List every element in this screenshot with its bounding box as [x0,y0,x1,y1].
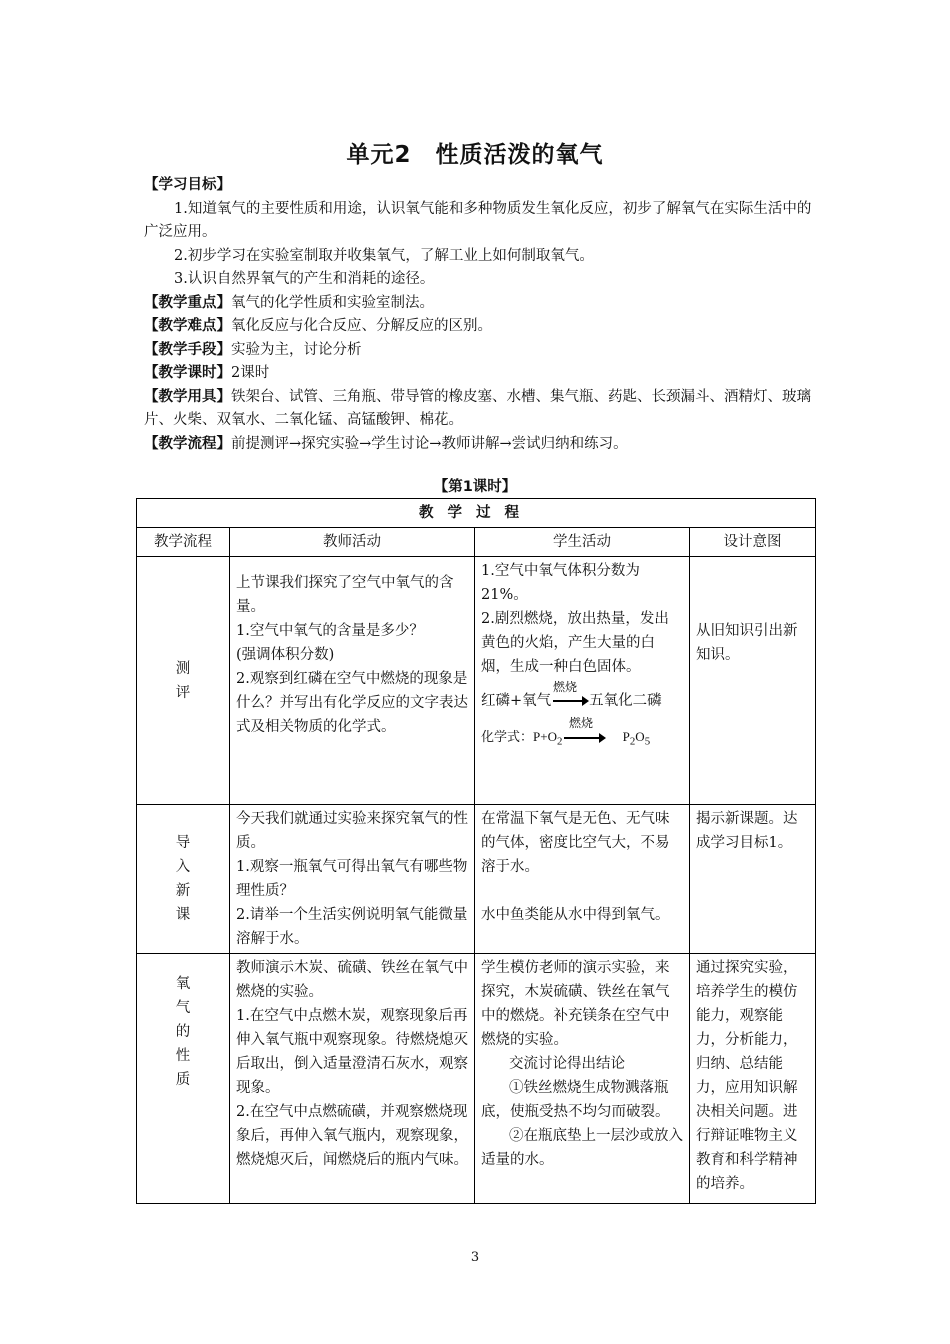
formula-product: P [622,729,630,744]
arrow-icon [564,737,604,739]
stage-char: 质 [175,1072,191,1088]
hours [144,362,814,386]
difficulty-text: 氧化反应与化合反应、分解反应的区别。 [231,318,492,334]
teacher-cell [230,954,475,1204]
formula-subscript: 2 [629,735,636,748]
stage-char: 性 [175,1048,191,1064]
stage-cell [137,805,230,954]
teacher-line: 今天我们就通过实验来探究氧气的性质。 [236,811,468,851]
key-point-text: 氧气的化学性质和实验室制法。 [231,294,434,311]
table-banner: 教学过程 [137,499,816,528]
header-intent: 设计意图 [690,528,816,557]
student-line: ②在瓶底垫上一层沙或放入适量的水。 [481,1128,683,1168]
student-cell [475,954,690,1204]
flow-label: 【教学流程】 [144,435,231,452]
student-line: ①铁丝燃烧生成物溅落瓶底，使瓶受热不均匀而破裂。 [481,1080,670,1120]
tools-label: 【教学用具】 [144,388,231,405]
intent-cell: 从旧知识引出新知识。 [690,557,816,805]
stage-cell [137,954,230,1204]
formula-equation [481,715,683,748]
equation-left: 红磷+氧气 [481,693,552,709]
intent-cell: 通过探究实验，培养学生的模仿能力，观察能力，分析能力，归纳、总结能力，应用知识解决相关问题。进行辩证唯物主义教育和科学精神的培养。 [690,954,816,1204]
objective-item: 2.初步学习在实验室制取并收集氧气，了解工业上如何制取氧气。 [174,247,594,264]
student-cell [475,557,690,805]
stage-char: 气 [175,1000,191,1016]
stage-char: 评 [175,684,191,701]
teacher-line: 2.请举一个生活实例说明氧气能微量溶解于水。 [236,907,468,947]
teacher-line: 1.在空气中点燃木炭，观察现象后再伸入氧气瓶中观察现象。待燃烧熄灭后取出，倒入适量澄清石灰水，观察现象。 [236,1008,468,1096]
teacher-line: (强调体积分数) [236,647,335,663]
arrow-icon [553,700,587,702]
student-line: 在常温下氧气是无色、无气味的气体，密度比空气大，不易溶于水。 [481,811,670,875]
teacher-line: 1.空气中氧气的含量是多少？ [236,623,424,639]
method-label: 【教学手段】 [144,341,231,358]
student-cell [475,805,690,954]
student-line: 交流讨论得出结论 [509,1056,625,1072]
table-row [137,557,816,805]
teacher-line: 2.在空气中点燃硫磺，并观察燃烧现象后，再伸入氧气瓶内，观察现象，燃烧熄灭后，闻燃烧后的瓶内气味。 [236,1104,468,1168]
student-line: 1.空气中氧气体积分数为21%。 [481,563,640,603]
stage-char: 氧 [175,976,191,992]
student-line: 学生模仿老师的演示实验，来探究，木炭硫磺、铁丝在氧气中的燃烧。补充镁条在空气中燃烧的实验。 [481,960,670,1048]
method [144,339,814,363]
tools [144,386,814,433]
formula-subscript: 2 [556,735,563,748]
teaching-process-table [136,498,816,1204]
stage-char: 的 [175,1024,191,1040]
reaction-condition: 燃烧 [569,716,594,730]
stage-char: 课 [175,907,191,923]
intent-cell: 揭示新课题。达成学习目标1。 [690,805,816,954]
flow [144,433,814,457]
equation-right: 五氧化二磷 [589,693,662,709]
table-row [137,805,816,954]
formula-subscript: 5 [644,735,651,748]
student-line: 2.剧烈燃烧，放出热量，发出黄色的火焰，产生大量的白烟，生成一种白色固体。 [481,611,669,675]
formula-product: O [635,729,645,744]
student-line: 水中鱼类能从水中得到氧气。 [481,907,670,923]
teacher-line: 1.观察一瓶氧气可得出氧气有哪些物理性质？ [236,859,468,899]
tools-text: 铁架台、试管、三角瓶、带导管的橡皮塞、水槽、集气瓶、药匙、长颈漏斗、酒精灯、玻璃片、火柴、双氧水、二氧化锰、高锰酸钾、棉花。 [144,388,811,428]
formula-prefix: 化学式： [481,729,534,744]
word-equation [481,679,683,709]
header-teacher: 教师活动 [230,528,475,557]
teacher-cell [230,557,475,805]
formula-reactant: P+O [533,729,557,744]
stage-char: 新 [175,883,191,899]
lesson-heading: 【第1课时】 [433,479,517,495]
stage-char: 测 [175,660,191,677]
objective-item: 1.知道氧气的主要性质和用途，认识氧气能和多种物质发生氧化反应，初步了解氧气在实际生活中的广泛应用。 [144,200,812,240]
teacher-line: 2.观察到红磷在空气中燃烧的现象是什么？并写出有化学反应的文字表达式及相关物质的化学式。 [236,671,468,735]
stage-cell [137,557,230,805]
method-text: 实验为主，讨论分析 [231,341,362,358]
flow-text: 前提测评→探究实验→学生讨论→教师讲解→尝试归纳和练习。 [231,435,628,452]
page-number: 3 [470,1250,480,1265]
intro-section [144,174,814,456]
key-point [144,292,814,316]
teacher-line: 教师演示木炭、硫磺、铁丝在氧气中燃烧的实验。 [236,960,468,1000]
teacher-line: 上节课我们探究了空气中氧气的含量。 [236,575,454,615]
objective-item: 3.认识自然界氧气的产生和消耗的途径。 [174,271,435,287]
difficulty-label: 【教学难点】 [144,318,231,334]
difficulty [144,315,814,339]
header-student: 学生活动 [475,528,690,557]
page-title: 单元2 性质活泼的氧气 [346,142,604,168]
table-row [137,954,816,1204]
hours-text: 2课时 [231,365,270,381]
teacher-cell [230,805,475,954]
key-point-label: 【教学重点】 [144,294,231,311]
stage-char: 导 [175,835,191,851]
stage-char: 入 [175,859,191,875]
header-flow: 教学流程 [137,528,230,557]
hours-label: 【教学课时】 [144,365,231,381]
objectives-heading: 【学习目标】 [144,177,231,193]
reaction-condition: 燃烧 [553,680,578,694]
